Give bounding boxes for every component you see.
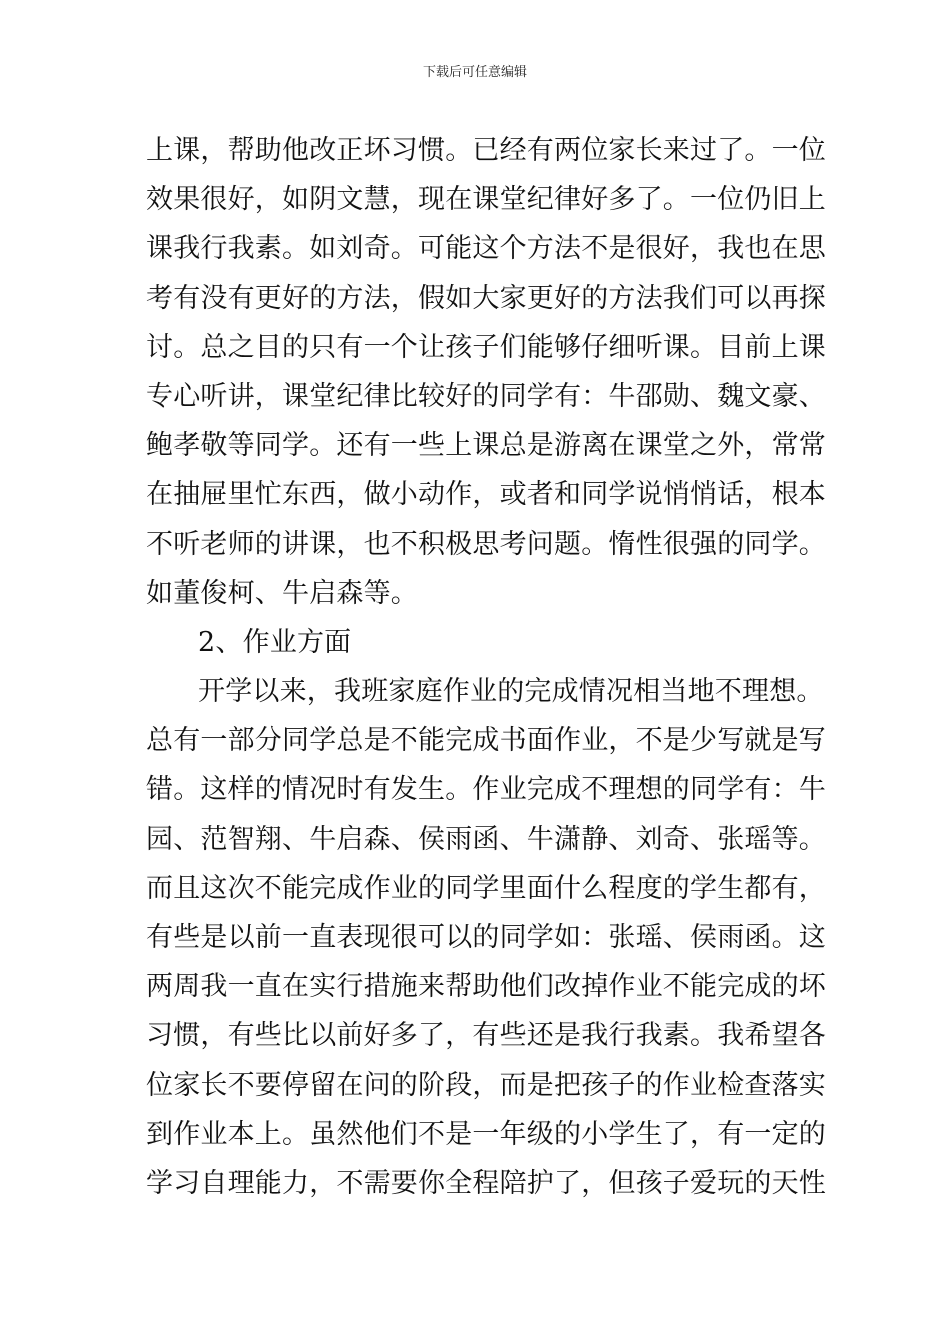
text-line: 而且这次不能完成作业的同学里面什么程度的学生都有， — [146, 872, 826, 904]
text-line: 两周我一直在实行措施来帮助他们改掉作业不能完成的坏 — [146, 971, 826, 1003]
text-line: 上课，帮助他改正坏习惯。已经有两位家长来过了。一位 — [146, 135, 826, 166]
text-line: 有些是以前一直表现很可以的同学如：张瑶、侯雨函。这 — [146, 922, 826, 953]
document-body — [146, 126, 826, 1208]
text-line: 位家长不要停留在问的阶段，而是把孩子的作业检查落实 — [146, 1069, 826, 1101]
text-line: 专心听讲，课堂纪律比较好的同学有：牛邵勋、魏文豪、 — [146, 380, 826, 412]
text-line: 考有没有更好的方法，假如大家更好的方法我们可以再探 — [146, 282, 826, 314]
paragraph-first-line: 开学以来，我班家庭作业的完成情况相当地不理想。 — [198, 676, 824, 708]
text-line: 学习自理能力，不需要你全程陪护了，但孩子爱玩的天性 — [146, 1167, 826, 1199]
text-line: 讨。总之目的只有一个让孩子们能够仔细听课。目前上课 — [146, 331, 826, 363]
text-line: 鲍孝敬等同学。还有一些上课总是游离在课堂之外，常常 — [146, 430, 826, 462]
text-line: 错。这样的情况时有发生。作业完成不理想的同学有：牛 — [146, 774, 826, 806]
text-line: 不听老师的讲课，也不积极思考问题。惰性很强的同学。 — [146, 528, 826, 560]
text-line: 在抽屉里忙东西，做小动作，或者和同学说悄悄话，根本 — [146, 479, 826, 511]
text-line: 园、范智翔、牛启森、侯雨函、牛潇静、刘奇、张瑶等。 — [146, 823, 826, 855]
text-line: 效果很好，如阴文慧，现在课堂纪律好多了。一位仍旧上 — [146, 184, 826, 216]
section-heading: 2、作业方面 — [198, 626, 352, 658]
text-line: 到作业本上。虽然他们不是一年级的小学生了，有一定的 — [146, 1118, 826, 1150]
text-line: 课我行我素。如刘奇。可能这个方法不是很好，我也在思 — [146, 233, 826, 265]
text-line: 总有一部分同学总是不能完成书面作业，不是少写就是写 — [146, 725, 826, 757]
page-header-note: 下载后可任意编辑 — [422, 65, 527, 80]
text-line: 如董俊柯、牛启森等。 — [146, 577, 418, 609]
text-line: 习惯，有些比以前好多了，有些还是我行我素。我希望各 — [146, 1020, 826, 1052]
